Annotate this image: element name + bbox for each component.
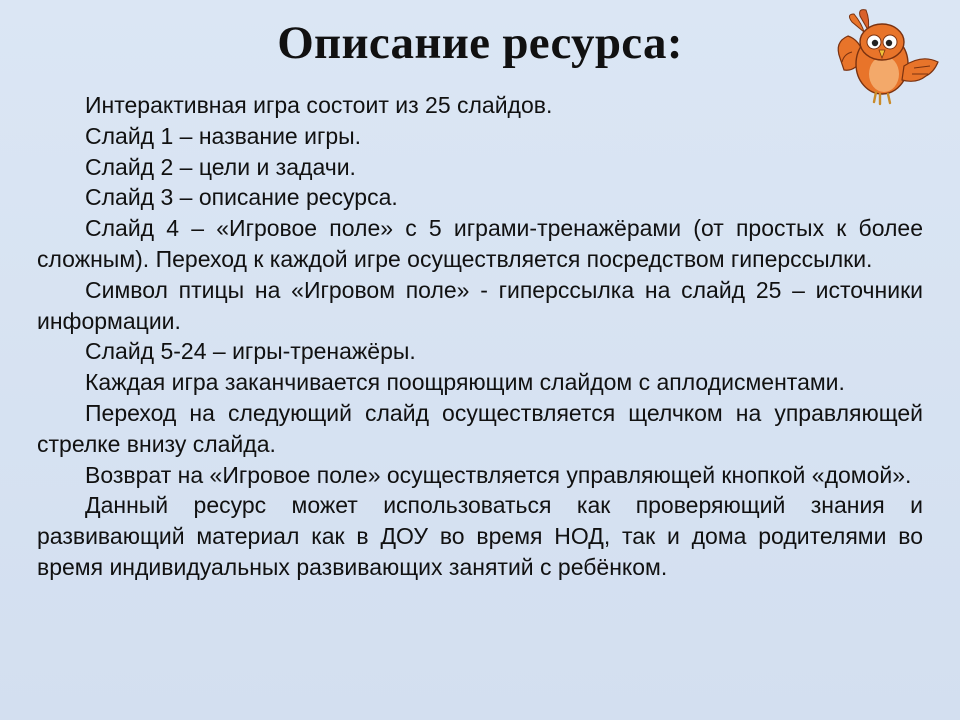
paragraph: Слайд 1 – название игры.	[85, 122, 362, 149]
paragraph: Переход на следующий слайд осуществляется щелчком на управляющей стрелке внизу слайда.	[37, 399, 923, 457]
paragraph: Слайд 3 – описание ресурса.	[85, 184, 398, 211]
paragraph: Интерактивная игра состоит из 25 слайдов.	[85, 92, 553, 118]
paragraph: Слайд 2 – цели и задачи.	[85, 153, 356, 180]
paragraph: Слайд 5-24 – игры-тренажёры.	[85, 338, 416, 365]
paragraph: Каждая игра заканчивается поощряющим слайдом с аплодисментами.	[85, 369, 845, 396]
paragraph: Символ птицы на «Игровом поле» - гиперссылка на слайд 25 – источники информации.	[37, 276, 923, 334]
description-body	[37, 90, 923, 583]
paragraph: Слайд 4 – «Игровое поле» с 5 играми-тренажёрами (от простых к более сложным). Переход к каждой игре осуществляется посредством гиперссылки.	[37, 215, 923, 272]
paragraph: Возврат на «Игровое поле» осуществляется управляющей кнопкой «домой».	[85, 461, 912, 488]
paragraph: Данный ресурс может использоваться как проверяющий знания и развивающий материал как в ДОУ во время НОД, так и дома родителями во время индивидуальных развивающих занятий с ребёнком.	[37, 492, 923, 580]
slide-title: Описание ресурса:	[277, 17, 683, 69]
